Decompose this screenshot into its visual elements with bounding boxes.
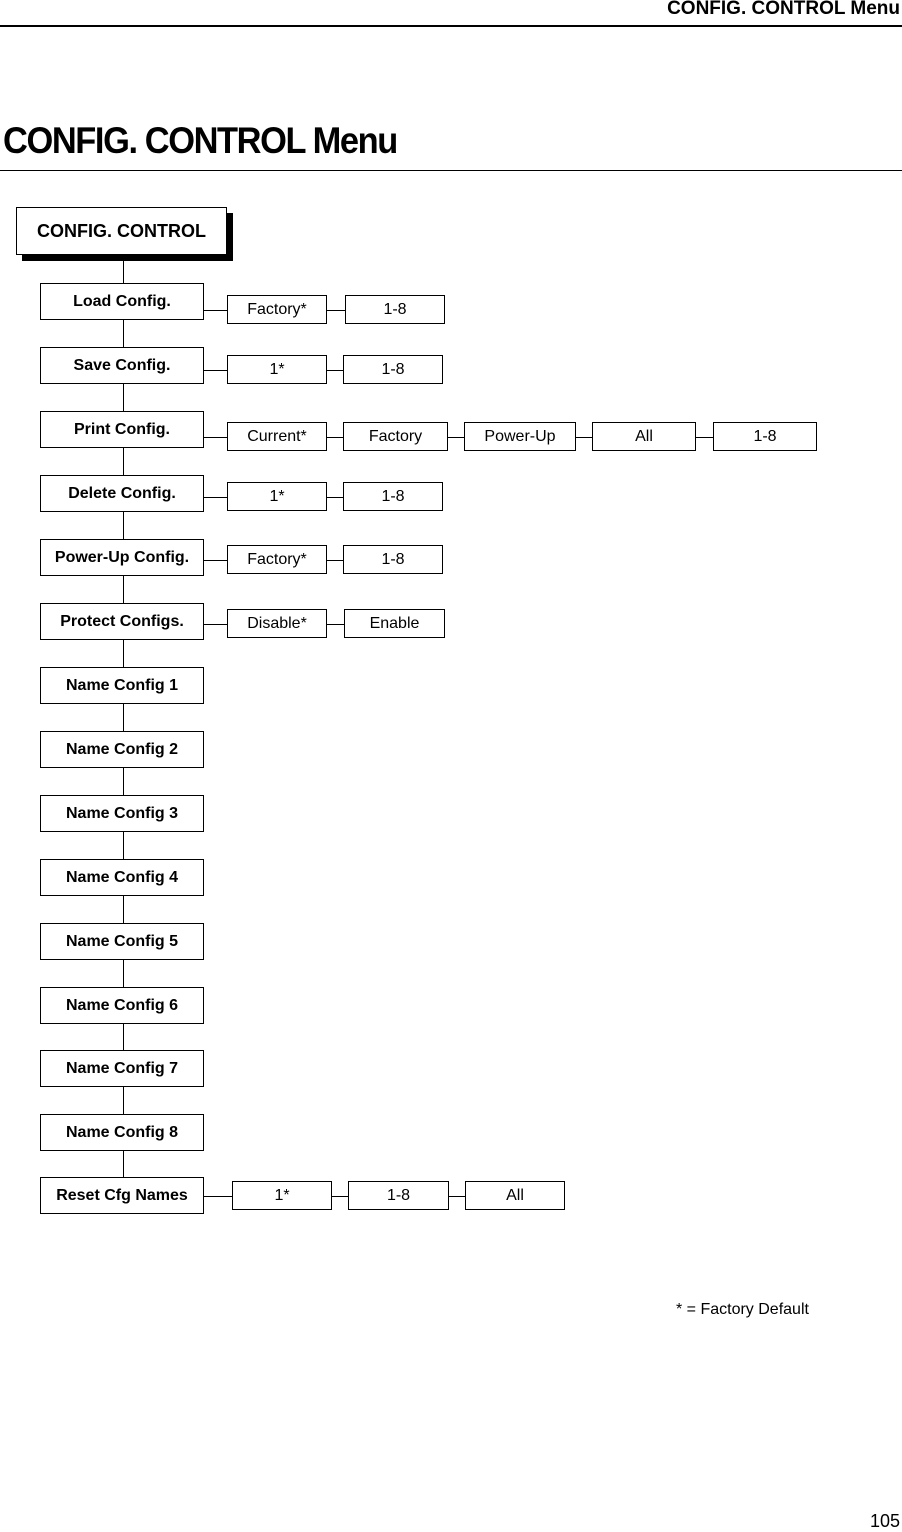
option-box: 1-8	[348, 1181, 449, 1210]
option-box: 1-8	[343, 482, 443, 511]
option-box: Enable	[344, 609, 445, 638]
option-box: Factory	[343, 422, 448, 451]
root-menu-box: CONFIG. CONTROL	[16, 207, 227, 255]
menu-item-box: Name Config 8	[40, 1114, 204, 1151]
connector-line	[204, 437, 227, 438]
option-box: 1-8	[345, 295, 445, 324]
menu-item-box: Reset Cfg Names	[40, 1177, 204, 1214]
page-title: CONFIG. CONTROL Menu	[3, 120, 397, 161]
menu-item-box: Name Config 2	[40, 731, 204, 768]
connector-line	[332, 1196, 348, 1197]
connector-line	[204, 310, 227, 311]
option-box: 1*	[232, 1181, 332, 1210]
running-header: CONFIG. CONTROL Menu	[667, 0, 900, 19]
menu-item-box: Print Config.	[40, 411, 204, 448]
page-number: 105	[869, 1511, 900, 1531]
option-box: Factory*	[227, 545, 327, 574]
menu-item-box: Name Config 1	[40, 667, 204, 704]
connector-line	[576, 437, 592, 438]
connector-line	[204, 370, 227, 371]
menu-item-box: Save Config.	[40, 347, 204, 384]
option-box: Disable*	[227, 609, 327, 638]
connector-line	[696, 437, 713, 438]
menu-item-box: Power-Up Config.	[40, 539, 204, 576]
connector-line	[448, 437, 464, 438]
connector-line	[327, 310, 345, 311]
option-box: 1-8	[343, 545, 443, 574]
option-box: 1-8	[343, 355, 443, 384]
option-box: All	[592, 422, 696, 451]
menu-item-box: Name Config 7	[40, 1050, 204, 1087]
option-box: Factory*	[227, 295, 327, 324]
connector-line	[204, 560, 227, 561]
connector-line	[204, 497, 227, 498]
menu-item-box: Delete Config.	[40, 475, 204, 512]
connector-line	[327, 560, 343, 561]
option-box: 1*	[227, 355, 327, 384]
connector-line	[204, 624, 227, 625]
connector-line	[327, 624, 344, 625]
connector-line	[204, 1196, 232, 1197]
header-rule	[0, 25, 902, 27]
menu-item-box: Load Config.	[40, 283, 204, 320]
option-box: 1-8	[713, 422, 817, 451]
title-rule	[0, 170, 902, 171]
option-box: Current*	[227, 422, 327, 451]
option-box: All	[465, 1181, 565, 1210]
connector-line	[327, 437, 343, 438]
menu-item-box: Name Config 3	[40, 795, 204, 832]
footnote: * = Factory Default	[676, 1301, 809, 1318]
menu-item-box: Protect Configs.	[40, 603, 204, 640]
connector-line	[327, 497, 343, 498]
menu-item-box: Name Config 4	[40, 859, 204, 896]
connector-line	[327, 370, 343, 371]
menu-item-box: Name Config 5	[40, 923, 204, 960]
option-box: 1*	[227, 482, 327, 511]
option-box: Power-Up	[464, 422, 576, 451]
connector-line	[449, 1196, 465, 1197]
menu-item-box: Name Config 6	[40, 987, 204, 1024]
